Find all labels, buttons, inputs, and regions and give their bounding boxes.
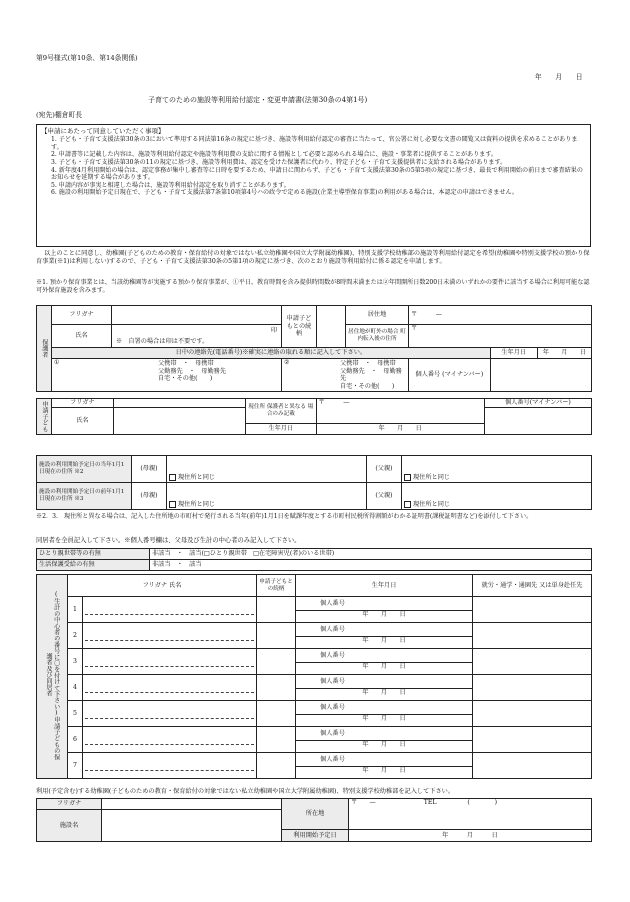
notice-item: 1. 子ども・子育て支援法第30条の3において準用する同法第16条の規定に基づき、施設等利用給付認定の審査に当たって、官公署に対し必要な文書の閲覧又は資料の提供を求めることがあります。 (51, 136, 578, 151)
member-birth-cell[interactable] (296, 623, 473, 649)
guardian-name-input[interactable] (112, 325, 282, 348)
facility-location-label: 所在地 (282, 799, 349, 830)
row-number: 6 (68, 727, 83, 753)
welfare-label: 生活保護受給の有無 (37, 560, 150, 571)
personal-number-label: 個人番号 (296, 652, 472, 663)
member-birth-cell[interactable] (296, 701, 473, 727)
guardian-relation-label: 申請子どもとの続柄 (282, 306, 317, 348)
consent-notice-box (36, 124, 591, 247)
member-name-input[interactable] (83, 701, 257, 727)
member-name-input[interactable] (83, 675, 257, 701)
contact-1-option: 父勤務先 ・ 母勤務先 (158, 367, 227, 375)
guardian-personal-number-input[interactable] (490, 359, 591, 392)
postal-mark-2: 〒 (411, 325, 418, 332)
same-address-label: 現住所と同じ (178, 474, 216, 482)
member-birth-cell[interactable] (296, 753, 473, 779)
guardian-table (36, 305, 592, 392)
child-section-label: 申請子ども (37, 399, 52, 435)
mother-label: (母親) (132, 456, 167, 483)
member-work-input[interactable] (473, 649, 592, 675)
household-row (37, 753, 592, 779)
notice-item: 5. 申請内容が事実と相違した場合は、施設等利用給付認定を取り消すことがあります。 (51, 181, 290, 189)
household-members-table (36, 574, 592, 779)
member-birth-value: 年 月 日 (362, 611, 406, 619)
postal-mark: 〒 — (411, 311, 442, 319)
facility-name-label: 施設名 (37, 810, 102, 842)
facility-furigana-input[interactable] (102, 799, 282, 810)
guardian-outside-address-input[interactable] (409, 325, 592, 348)
child-furigana-input[interactable] (113, 399, 246, 408)
member-relation-input[interactable] (257, 649, 296, 675)
start-date-label: 利用開始予定日 (282, 830, 349, 842)
note-1: ※1. 預かり保育事業とは、当該幼稚園等が実施する預かり保育事業が、①平日、教育時間を含み提供時間数が8時間未満または②年間開所日数200日未満のいずれかの要件に該当する場合に利用可能な認可外保育施設を含みます。 (36, 279, 590, 294)
application-statement: 以上のことに同意し、幼稚園(子どものための教育・保育給付の対象ではない私立幼稚園や国立大学附属幼稚園)、特別支援学校幼稚部の施設等利用給付認定を希望(幼稚園や特別支援学校の預かり保育事業(※1)は利用しない)するので、子ども・子育て支援法第30条の5第1項の規定に基づき、次のとおり施設等利用給付に係る認定を申請します。 (36, 250, 590, 265)
same-address-checkbox[interactable] (169, 501, 176, 508)
member-name-input[interactable] (83, 623, 257, 649)
member-name-input[interactable] (83, 727, 257, 753)
member-birth-value: 年 月 日 (362, 663, 406, 671)
member-work-input[interactable] (473, 753, 592, 779)
guardian-furigana-label: フリガナ (52, 306, 112, 325)
prev-year-address-label: 施設の利用開始予定日の前年1月1日現在の住所 ※3 (37, 483, 132, 510)
father-prev-year-address-input[interactable] (402, 483, 592, 510)
guardian-outside-address-label: 居住地が町外の場合 町内転入後の住所 (346, 325, 409, 348)
addressee: (宛先)棚倉町長 (36, 111, 83, 119)
guardian-section-label: 保護者 (37, 306, 52, 392)
member-relation-input[interactable] (257, 701, 296, 727)
seal-mark: 印 (270, 327, 277, 334)
child-name-input[interactable] (113, 408, 246, 435)
contact-2-option: 父携帯 ・ 母携帯 (340, 359, 396, 367)
facility-postal-mark: 〒 — (351, 799, 376, 806)
member-birth-cell[interactable] (296, 727, 473, 753)
submission-date: 年 月 日 (535, 73, 583, 81)
guardian-address-input[interactable] (409, 306, 592, 325)
contact-2-option: 自宅・その他( ) (340, 383, 395, 390)
mother-prev-year-address-input[interactable] (167, 483, 367, 510)
member-name-input[interactable] (83, 649, 257, 675)
single-parent-value[interactable]: 非該当 ・ 該当(□ひとり親世帯 □在宅障害児(者)のいる世帯) (150, 549, 592, 560)
member-relation-input[interactable] (257, 623, 296, 649)
same-address-checkbox[interactable] (404, 501, 411, 508)
child-address-label: 現住所 保護者と異なる 場合のみ記載 (246, 399, 316, 424)
member-work-input[interactable] (473, 727, 592, 753)
child-birth-input[interactable]: 年 月 日 (316, 424, 484, 435)
guardian-furigana-input[interactable] (112, 306, 282, 325)
facility-furigana-label: フリガナ (37, 799, 102, 810)
row-number: 3 (68, 649, 83, 675)
row-number: 2 (68, 623, 83, 649)
seal-note: ※ 自署の場合は印は不要です。 (116, 338, 209, 346)
current-year-address-label: 施設の利用開始予定日の当年1月1日現在の住所 ※2 (37, 456, 132, 483)
personal-number-label: 個人番号 (296, 704, 472, 715)
contact-note: 日中の連絡先(電話番号)※確実に連絡の取れる順に記入して下さい。 (52, 348, 491, 359)
mother-current-year-address-input[interactable] (167, 456, 367, 483)
child-personal-number-label: 個人番号(マイナンバー) (484, 399, 591, 408)
member-relation-input[interactable] (257, 753, 296, 779)
household-row (37, 701, 592, 727)
member-relation-input[interactable] (257, 597, 296, 623)
member-name-input[interactable] (83, 597, 257, 623)
same-address-checkbox[interactable] (169, 474, 176, 481)
same-address-label: 現住所と同じ (413, 474, 451, 482)
father-label: (父親) (367, 483, 402, 510)
member-name-input[interactable] (83, 753, 257, 779)
facility-table (36, 798, 592, 842)
same-address-checkbox[interactable] (404, 474, 411, 481)
row-number: 1 (68, 597, 83, 623)
contact-1-option: 自宅・その他( ) (158, 375, 213, 383)
col-relation-header: 申請子どもとの続柄 (257, 575, 296, 597)
personal-number-label: 個人番号 (296, 730, 472, 741)
member-birth-value: 年 月 日 (362, 689, 406, 697)
personal-number-label: 個人番号 (296, 678, 472, 689)
contact-1-option: 父携帯 ・ 母携帯 (158, 359, 214, 367)
contact-2-input[interactable] (282, 359, 409, 392)
notice-title: 【申請にあたって同意していただく事項】 (41, 127, 165, 135)
member-birth-value: 年 月 日 (362, 767, 406, 775)
col-work-header: 就労・通学・通園先 又は単身赴任先 (473, 575, 592, 597)
guardian-birth-input[interactable]: 年 月 日 (537, 348, 591, 359)
single-parent-label: ひとり親世帯等の有無 (37, 549, 150, 560)
guardian-personal-number-label: 個人番号 (マイナンバー) (409, 359, 491, 392)
child-table (36, 398, 592, 435)
guardian-address-label: 居住地 (346, 306, 409, 325)
member-birth-value: 年 月 日 (362, 715, 406, 723)
start-date-input[interactable]: 年 月 日 (349, 830, 592, 842)
household-side-text: (生計の中心者の番号に〇を付けて下さい)申請子どもの保護者及び同居者 (45, 590, 60, 760)
contact-2-number: ② (284, 359, 290, 366)
previous-address-table (36, 455, 592, 510)
child-birth-label: 生年月日 (246, 424, 316, 435)
household-row (37, 727, 592, 753)
member-birth-cell[interactable] (296, 597, 473, 623)
member-work-input[interactable] (473, 597, 592, 623)
row-number: 5 (68, 701, 83, 727)
notice-item: 4. 新年度4月利用開始の場合は、認定事務が集中し審査等に日時を要するため、申請日に関わらず、子ども・子育て支援法第30条の5第5項の規定に基づき、最長で利用開始の前日まで審査結果のお知らせを延期する場合があります。 (51, 166, 583, 182)
household-intro: 同居者を全員記入して下さい。※個人番号欄は、父母及び生計の中心者のみ記入して下さい。 (36, 537, 301, 544)
note-2-3: ※2．3. 現住所と異なる場合は、記入した住所地の市町村で発行される当年(前年)1月1日を賦課年度とする市町村民税所得割額がわかる証明書(課税証明書など)を添付して下さい。 (36, 513, 533, 520)
welfare-value[interactable]: 非該当 ・ 該当 (150, 560, 592, 571)
guardian-name-label: 氏名 (52, 325, 112, 348)
row-number: 4 (68, 675, 83, 701)
member-relation-input[interactable] (257, 675, 296, 701)
facility-tel: TEL ( ) (423, 799, 497, 806)
member-work-input[interactable] (473, 623, 592, 649)
facility-intro: 利用(予定含む)する幼稚園(子どものための教育・保育給付の対象ではない私立幼稚園や国立大学附属幼稚園)、特別支援学校幼稚部を記入して下さい。 (36, 788, 455, 795)
contact-1-input[interactable] (52, 359, 282, 392)
member-work-input[interactable] (473, 701, 592, 727)
personal-number-label: 個人番号 (296, 600, 472, 611)
household-row (37, 675, 592, 701)
form-number: 第9号様式(第10条、第14条関係) (36, 54, 138, 62)
col-name-header: フリガナ 氏名 (68, 575, 257, 597)
child-furigana-label: フリガナ (52, 399, 113, 408)
same-address-label: 現住所と同じ (178, 501, 216, 509)
facility-name-input[interactable] (102, 810, 282, 842)
household-status-table (36, 548, 592, 571)
household-row (37, 623, 592, 649)
row-number: 7 (68, 753, 83, 779)
member-birth-value: 年 月 日 (362, 741, 406, 749)
household-row (37, 597, 592, 623)
notice-item: 6. 施設の利用開始予定日現在で、子ども・子育て支援法第7条第10項第4号ハの政令で定める施設(企業主導型保育事業)の利用がある場合は、本認定の申請はできません。 (51, 189, 519, 197)
member-birth-cell[interactable] (296, 649, 473, 675)
personal-number-label: 個人番号 (296, 626, 472, 637)
household-row (37, 649, 592, 675)
child-postal-mark: 〒 — (318, 399, 350, 406)
household-side-label (37, 575, 68, 779)
child-name-label: 氏名 (52, 408, 113, 435)
notice-item: 2. 申請書等に記載した内容は、施設等利用給付認定や施設等利用費の支給に関する情報として必要と認められる場合に、施設・事業者に提供することがあります。 (51, 151, 498, 159)
facility-location-input[interactable] (349, 799, 592, 830)
contact-2-option: 父勤務先 ・ 母勤務先 (340, 367, 402, 383)
father-current-year-address-input[interactable] (402, 456, 592, 483)
col-birth-header: 生年月日 (296, 575, 473, 597)
guardian-relation-input[interactable] (317, 306, 346, 348)
member-birth-cell[interactable] (296, 675, 473, 701)
guardian-birth-label: 生年月日 (490, 348, 537, 359)
mother-label: (母親) (132, 483, 167, 510)
contact-1-number: ① (54, 359, 60, 366)
member-relation-input[interactable] (257, 727, 296, 753)
same-address-label: 現住所と同じ (413, 501, 451, 509)
personal-number-label: 個人番号 (296, 756, 472, 767)
child-personal-number-input[interactable] (484, 408, 591, 435)
child-address-input[interactable] (316, 399, 484, 424)
member-work-input[interactable] (473, 675, 592, 701)
member-birth-value: 年 月 日 (362, 637, 406, 645)
father-label: (父親) (367, 456, 402, 483)
notice-item: 3. 子ども・子育て支援法第30条の11の規定に基づき、施設等利用費は、認定を受けた保護者に代わり、特定子ども・子育て支援提供者に支給される場合があります。 (51, 158, 507, 166)
form-title: 子育てのための施設等利用給付認定・変更申請書(法第30条の4第1号) (148, 96, 368, 104)
